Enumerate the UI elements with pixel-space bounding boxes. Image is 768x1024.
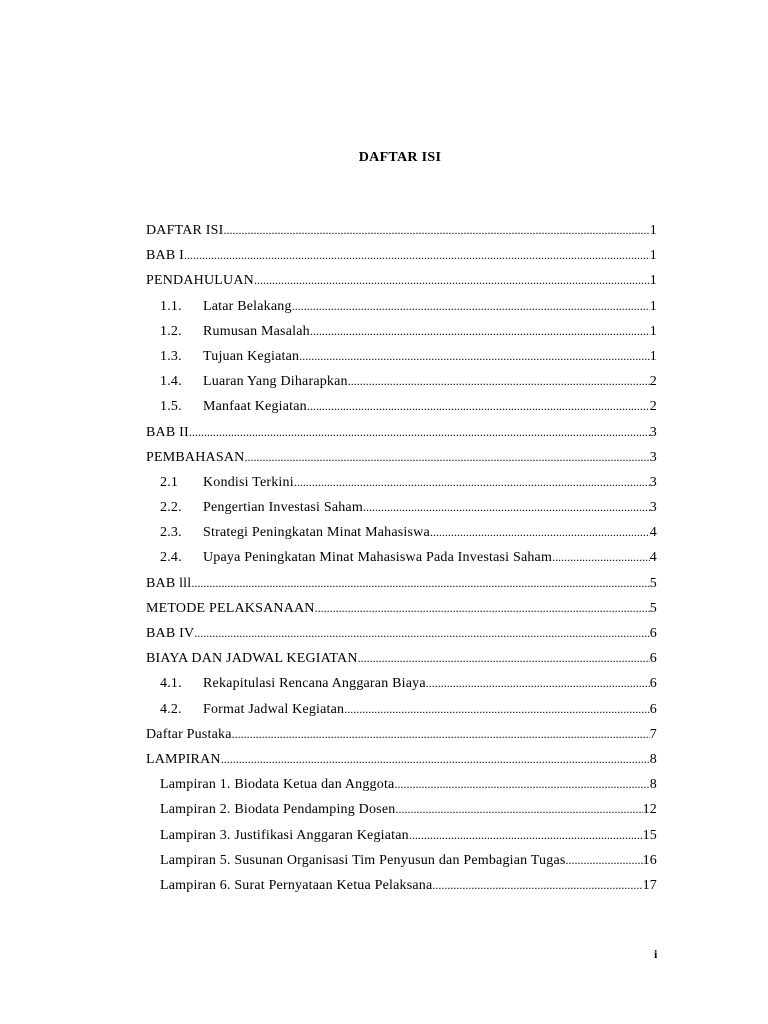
toc-dot-leader xyxy=(430,520,650,545)
toc-dot-leader xyxy=(224,218,650,243)
toc-entry-title: Lampiran 5. Susunan Organisasi Tim Penyusun dan Pembagian Tugas xyxy=(160,852,566,868)
toc-entry-page: 1 xyxy=(649,273,657,289)
toc-entry-number: 1.1. xyxy=(160,298,182,314)
toc-entry[interactable] xyxy=(146,445,657,470)
toc-dot-leader xyxy=(244,445,649,470)
toc-entry-page: 2 xyxy=(649,374,657,390)
toc-dot-leader xyxy=(358,646,650,671)
toc-entry-page: 3 xyxy=(649,500,657,516)
toc-entry-page: 8 xyxy=(649,751,657,767)
toc-entry[interactable] xyxy=(146,294,657,319)
toc-dot-leader xyxy=(395,797,642,822)
toc-entry-page: 17 xyxy=(642,877,657,893)
toc-entry-title: Lampiran 6. Surat Pernyataan Ketua Pelaksana xyxy=(160,877,433,893)
toc-dot-leader xyxy=(254,268,650,293)
toc-entry-title: METODE PELAKSANAAN xyxy=(146,600,315,616)
toc-entry-title: Format Jadwal Kegiatan xyxy=(203,701,345,717)
toc-entry-title: LAMPIRAN xyxy=(146,751,221,767)
toc-entry[interactable] xyxy=(146,596,657,621)
toc-dot-leader xyxy=(221,747,650,772)
table-of-contents xyxy=(146,218,657,898)
toc-entry-page: 6 xyxy=(649,676,657,692)
toc-entry[interactable] xyxy=(146,671,657,696)
toc-dot-leader xyxy=(409,823,643,848)
toc-entry-title: Rumusan Masalah xyxy=(203,323,310,339)
toc-dot-leader xyxy=(294,470,650,495)
toc-entry-page: 6 xyxy=(649,701,657,717)
toc-entry[interactable] xyxy=(146,873,657,898)
toc-entry-page: 16 xyxy=(642,852,657,868)
toc-entry-title: PEMBAHASAN xyxy=(146,449,245,465)
toc-entry-page: 1 xyxy=(649,348,657,364)
toc-entry-title: BAB I xyxy=(146,248,184,264)
toc-entry-page: 15 xyxy=(642,827,657,843)
toc-entry[interactable] xyxy=(146,369,657,394)
toc-dot-leader xyxy=(307,394,650,419)
toc-entry[interactable] xyxy=(146,646,657,671)
toc-entry[interactable] xyxy=(146,722,657,747)
toc-entry[interactable] xyxy=(146,268,657,293)
toc-entry-number: 2.1 xyxy=(160,474,179,490)
toc-entry-page: 3 xyxy=(649,424,657,440)
toc-entry-page: 1 xyxy=(649,248,657,264)
toc-entry-page: 12 xyxy=(642,802,657,818)
toc-entry-page: 6 xyxy=(649,651,657,667)
toc-entry-title: Pengertian Investasi Saham xyxy=(203,500,363,516)
toc-entry-title: Upaya Peningkatan Minat Mahasiswa Pada Investasi Saham xyxy=(203,550,553,566)
toc-entry-title: Luaran Yang Diharapkan xyxy=(203,374,348,390)
toc-entry[interactable] xyxy=(146,772,657,797)
toc-entry-number: 4.1. xyxy=(160,676,182,692)
toc-dot-leader xyxy=(426,671,650,696)
toc-dot-leader xyxy=(299,344,650,369)
toc-entry-page: 7 xyxy=(649,726,657,742)
toc-dot-leader xyxy=(566,848,643,873)
toc-entry-title: BAB lll xyxy=(146,575,192,591)
toc-entry-number: 2.3. xyxy=(160,525,182,541)
toc-entry-title: Rekapitulasi Rencana Anggaran Biaya xyxy=(203,676,426,692)
toc-entry[interactable] xyxy=(146,571,657,596)
toc-entry-page: 1 xyxy=(649,298,657,314)
toc-entry-number: 2.4. xyxy=(160,550,182,566)
toc-dot-leader xyxy=(363,495,650,520)
toc-dot-leader xyxy=(232,722,650,747)
toc-entry[interactable] xyxy=(146,545,657,570)
toc-entry[interactable] xyxy=(146,520,657,545)
toc-entry[interactable] xyxy=(146,218,657,243)
toc-entry-page: 3 xyxy=(649,449,657,465)
toc-entry-number: 4.2. xyxy=(160,701,182,717)
toc-entry-title: DAFTAR ISI xyxy=(146,223,224,238)
toc-entry-title: Lampiran 1. Biodata Ketua dan Anggota xyxy=(160,777,395,793)
toc-entry-title: PENDAHULUAN xyxy=(146,273,254,289)
toc-dot-leader xyxy=(348,369,650,394)
toc-dot-leader xyxy=(344,697,650,722)
toc-entry-page: 4 xyxy=(649,550,657,566)
toc-entry-page: 6 xyxy=(649,626,657,641)
toc-entry[interactable] xyxy=(146,344,657,369)
toc-entry-page: 2 xyxy=(649,399,657,415)
toc-entry[interactable] xyxy=(146,747,657,772)
toc-entry[interactable] xyxy=(146,495,657,520)
toc-entry-title: Tujuan Kegiatan xyxy=(203,348,300,364)
toc-entry-title: Manfaat Kegiatan xyxy=(203,399,307,415)
toc-entry-page: 5 xyxy=(649,600,657,616)
toc-entry[interactable] xyxy=(146,697,657,722)
toc-dot-leader xyxy=(315,596,650,621)
toc-entry[interactable] xyxy=(146,420,657,445)
toc-dot-leader xyxy=(189,420,650,445)
toc-dot-leader xyxy=(552,545,650,570)
toc-entry[interactable] xyxy=(146,797,657,822)
toc-entry-number: 1.5. xyxy=(160,399,182,415)
toc-entry-title: Daftar Pustaka xyxy=(146,726,232,742)
toc-entry-title: BIAYA DAN JADWAL KEGIATAN xyxy=(146,651,358,667)
toc-dot-leader xyxy=(184,243,650,268)
toc-dot-leader xyxy=(191,571,649,596)
toc-entry-title: Kondisi Terkini xyxy=(203,474,294,490)
toc-entry[interactable] xyxy=(146,243,657,268)
toc-entry-page: 4 xyxy=(649,525,657,541)
toc-entry[interactable] xyxy=(146,823,657,848)
toc-entry-number: 1.4. xyxy=(160,374,182,390)
toc-entry-page: 5 xyxy=(649,575,657,591)
toc-entry[interactable] xyxy=(146,848,657,873)
toc-entry-title: BAB IV xyxy=(146,626,195,641)
toc-entry-page: 3 xyxy=(649,474,657,490)
page-title: DAFTAR ISI xyxy=(358,150,442,165)
toc-entry-title: Strategi Peningkatan Minat Mahasiswa xyxy=(203,525,430,541)
toc-entry[interactable] xyxy=(146,621,657,646)
toc-entry-title: Lampiran 3. Justifikasi Anggaran Kegiatan xyxy=(160,827,409,843)
toc-dot-leader xyxy=(310,319,650,344)
toc-entry-title: Latar Belakang xyxy=(203,298,292,314)
toc-entry-title: Lampiran 2. Biodata Pendamping Dosen xyxy=(160,802,396,818)
toc-entry-number: 2.2. xyxy=(160,500,182,516)
toc-entry-number: 1.2. xyxy=(160,323,182,339)
toc-dot-leader xyxy=(432,873,642,898)
toc-entry-page: 1 xyxy=(649,223,657,238)
toc-entry-page: 1 xyxy=(649,323,657,339)
toc-entry-title: BAB II xyxy=(146,424,189,440)
toc-entry[interactable] xyxy=(146,394,657,419)
toc-dot-leader xyxy=(292,294,650,319)
toc-entry-number: 1.3. xyxy=(160,348,182,364)
toc-dot-leader xyxy=(394,772,649,797)
toc-dot-leader xyxy=(194,621,650,646)
toc-entry[interactable] xyxy=(146,319,657,344)
page-number: i xyxy=(654,947,658,961)
toc-entry[interactable] xyxy=(146,470,657,495)
toc-entry-page: 8 xyxy=(649,777,657,793)
